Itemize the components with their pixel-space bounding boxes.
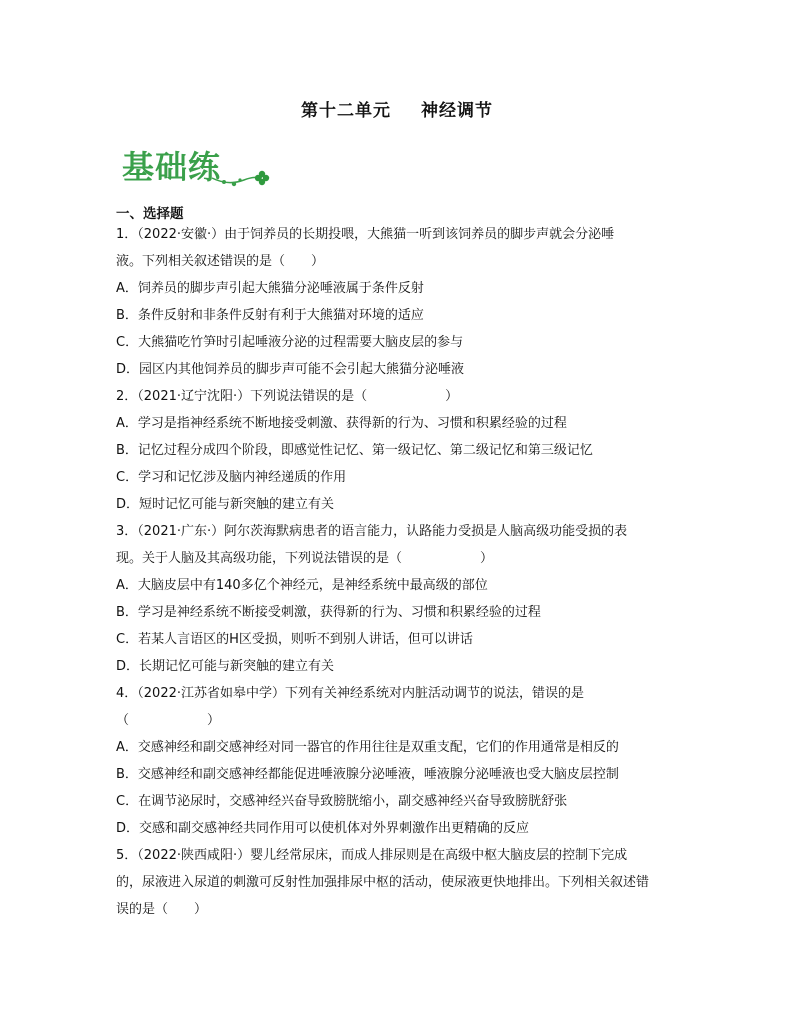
question-stem-line: 3．（2021·广东·）阿尔茨海默病患者的语言能力，认路能力受损是人脑高级功能受损的表 [116,524,628,539]
answer-option: C．若某人言语区的H区受损，则听不到别人讲话，但可以讲话 [116,632,473,647]
answer-option: A．饲养员的脚步声引起大熊猫分泌唾液属于条件反射 [116,281,424,296]
question-stem-line: 现。关于人脑及其高级功能，下列说法错误的是（ ） [116,551,494,566]
section-heading: 一、选择题 [116,206,184,222]
answer-option: D．短时记忆可能与新突触的建立有关 [116,497,335,512]
page-title [0,96,794,121]
answer-option: A．学习是指神经系统不断地接受刺激、获得新的行为、习惯和积累经验的过程 [116,416,567,431]
answer-option: C．学习和记忆涉及脑内神经递质的作用 [116,470,347,485]
badge-label: 基础练 [122,148,222,186]
basic-practice-badge [116,140,276,192]
answer-option: D．园区内其他饲养员的脚步声可能不会引起大熊猫分泌唾液 [116,362,465,377]
answer-option: C．大熊猫吃竹笋时引起唾液分泌的过程需要大脑皮层的参与 [116,335,464,350]
answer-option: B．学习是神经系统不断接受刺激，获得新的行为、习惯和积累经验的过程 [116,605,541,620]
question-stem-line: 1．（2022·安徽·）由于饲养员的长期投喂，大熊猫一听到该饲养员的脚步声就会分泌唾 [116,227,615,242]
question-stem-line: 5．（2022·陕西咸阳·）婴儿经常尿床，而成人排尿则是在高级中枢大脑皮层的控制下完成 [116,848,628,863]
answer-option: A．大脑皮层中有140多亿个神经元，是神经系统中最高级的部位 [116,578,488,593]
question-stem-line: 液。下列相关叙述错误的是（ ） [116,254,325,269]
clover-vine-icon [116,140,276,192]
answer-option: B．交感神经和副交感神经都能促进唾液腺分泌唾液，唾液腺分泌唾液也受大脑皮层控制 [116,767,619,782]
title-unit: 第十二单元 [301,101,391,121]
answer-option: D．交感和副交感神经共同作用可以使机体对外界刺激作出更精确的反应 [116,821,530,836]
answer-option: B．条件反射和非条件反射有利于大熊猫对环境的适应 [116,308,424,323]
answer-option: D．长期记忆可能与新突触的建立有关 [116,659,335,674]
question-stem-line: 2．（2021·辽宁沈阳·）下列说法错误的是（ ） [116,389,459,404]
answer-option: C．在调节泌尿时，交感神经兴奋导致膀胱缩小，副交感神经兴奋导致膀胱舒张 [116,794,568,809]
question-stem-line: 误的是（ ） [116,902,208,917]
question-stem-line: （ ） [116,713,221,728]
answer-option: B．记忆过程分成四个阶段，即感觉性记忆、第一级记忆、第二级记忆和第三级记忆 [116,443,593,458]
question-stem-line: 的，尿液进入尿道的刺激可反射性加强排尿中枢的活动，使尿液更快地排出。下列相关叙述错 [116,875,650,890]
title-topic: 神经调节 [421,101,493,121]
answer-option: A．交感神经和副交感神经对同一器官的作用往往是双重支配，它们的作用通常是相反的 [116,740,619,755]
question-stem-line: 4．（2022·江苏省如皋中学）下列有关神经系统对内脏活动调节的说法，错误的是 [116,686,584,701]
